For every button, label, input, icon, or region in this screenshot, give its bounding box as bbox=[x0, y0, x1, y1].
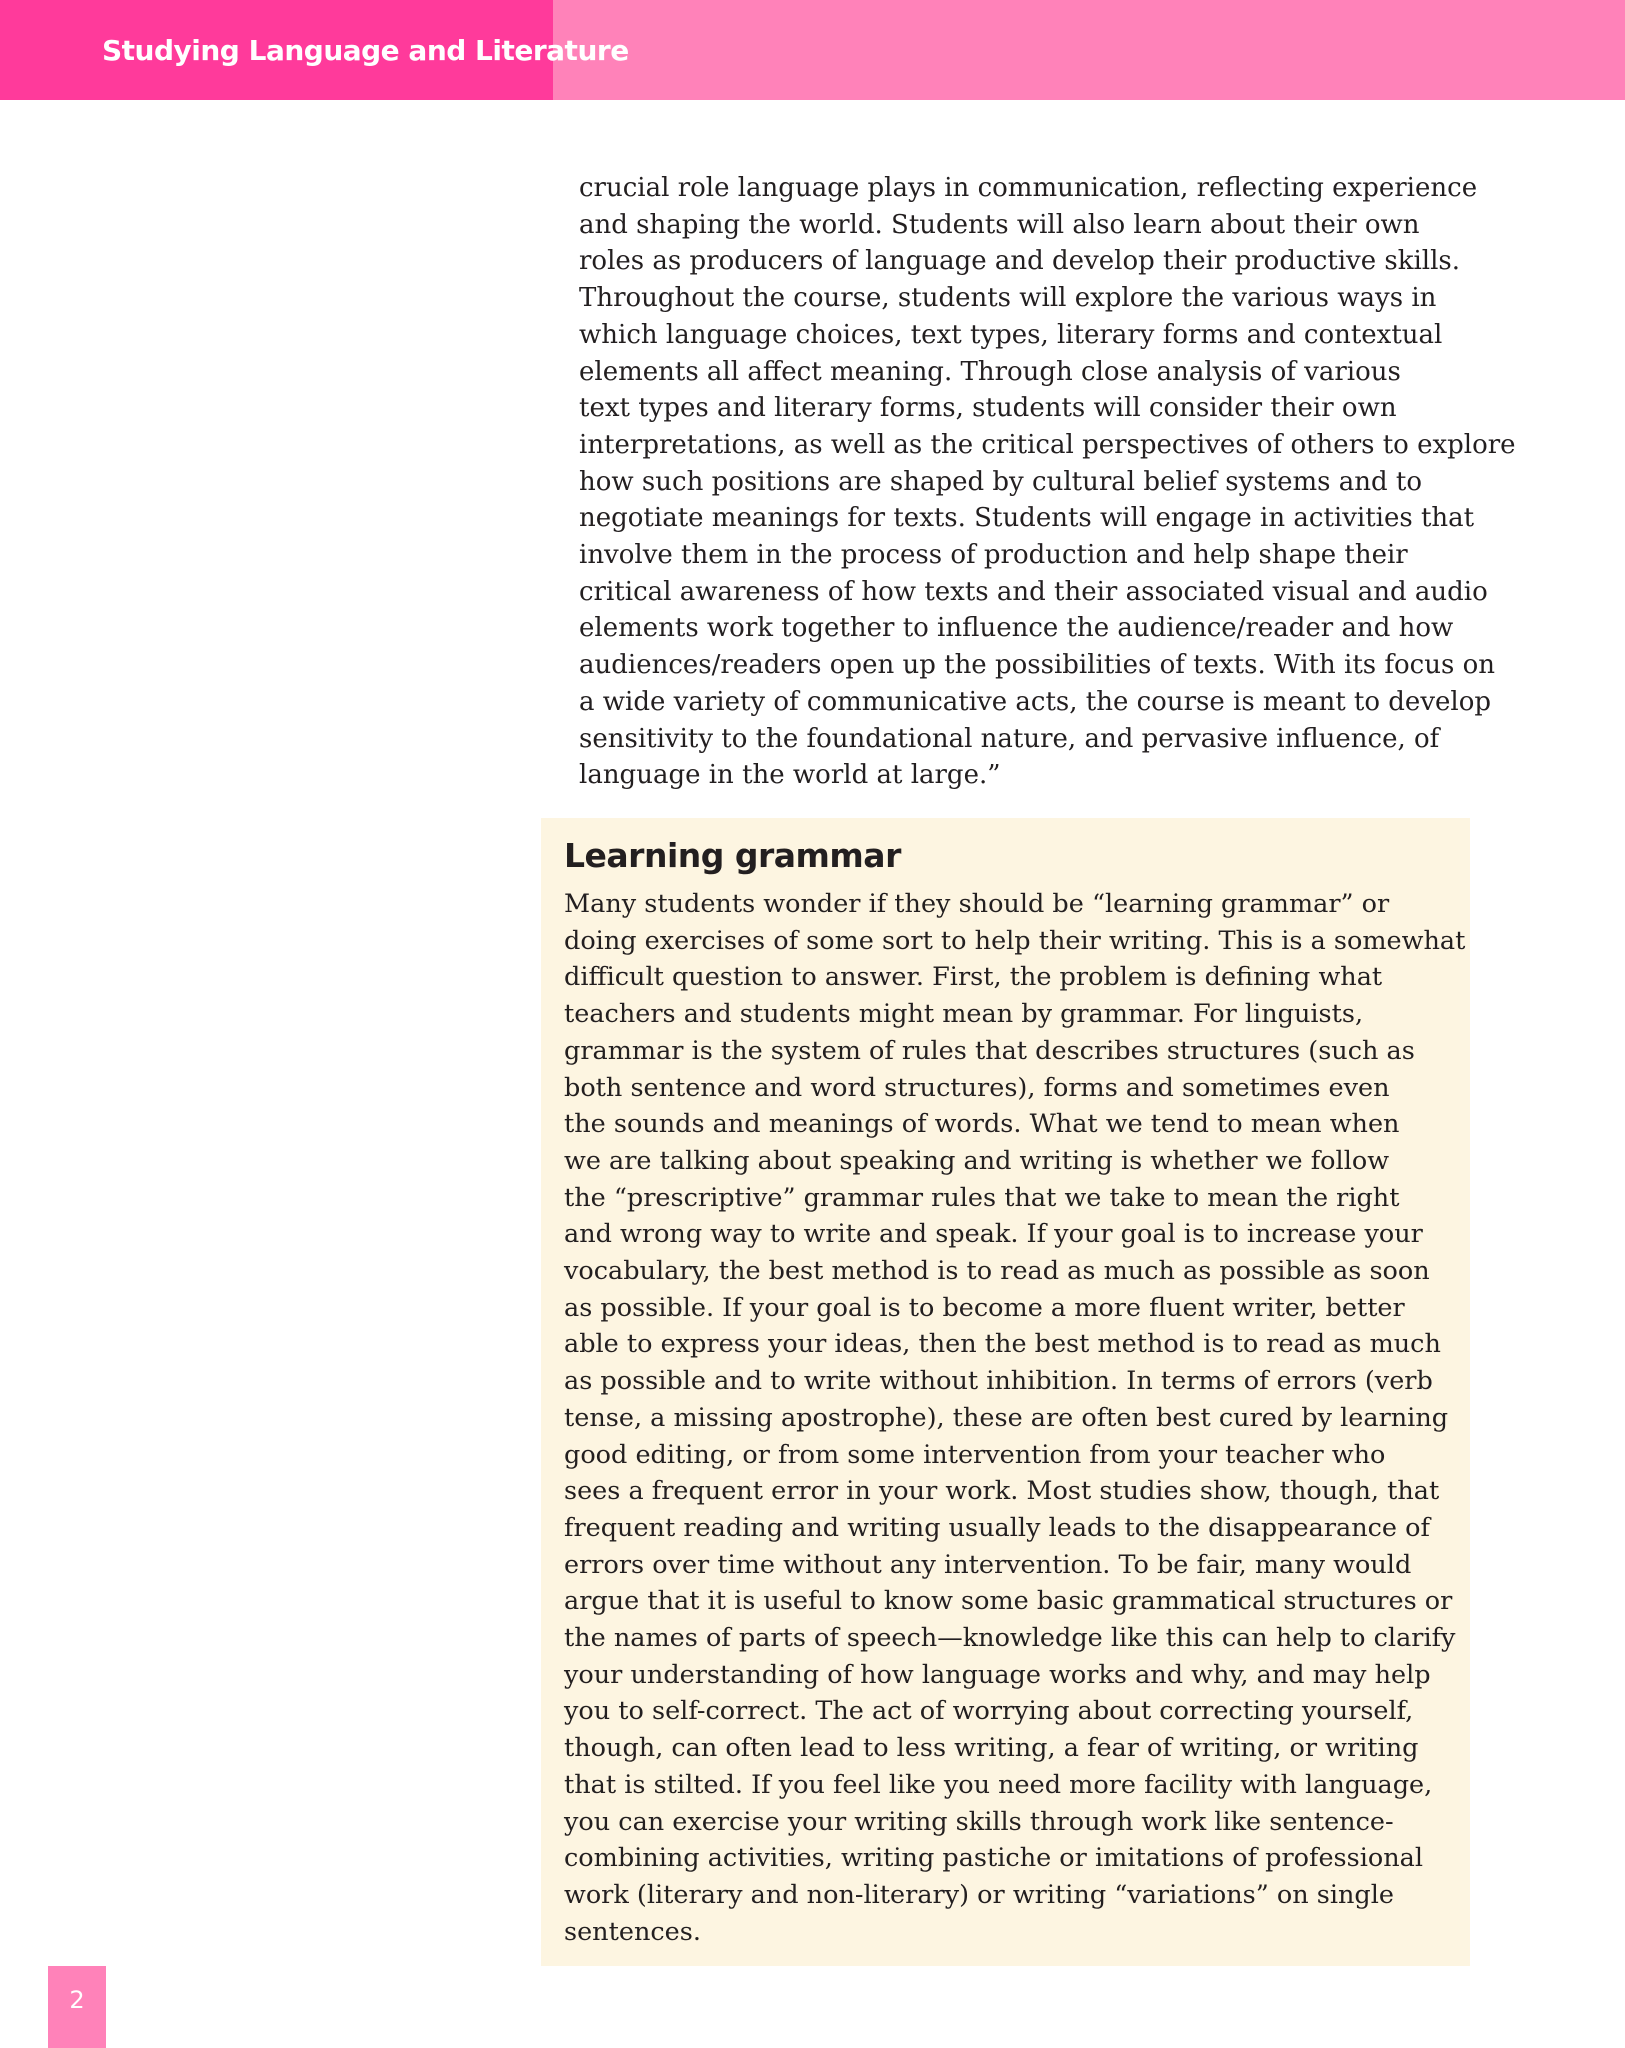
main-paragraph bbox=[579, 170, 1516, 794]
text-line: argue that it is useful to know some basic grammatical structures or bbox=[564, 1586, 1453, 1617]
text-line: as possible. If your goal is to become a more fluent writer, better bbox=[564, 1292, 1405, 1323]
text-line: able to express your ideas, then the best method is to read as much bbox=[564, 1329, 1441, 1360]
text-line: teachers and students might mean by grammar. For linguists, bbox=[564, 999, 1364, 1030]
text-line: language in the world at large.” bbox=[579, 760, 1001, 791]
text-line: sensitivity to the foundational nature, and pervasive influence, of bbox=[579, 723, 1440, 754]
sidebar-paragraph bbox=[564, 886, 1464, 1950]
text-line: frequent reading and writing usually leads to the disappearance of bbox=[564, 1512, 1430, 1543]
running-header-title: Studying Language and Literature bbox=[102, 34, 629, 67]
text-line: you to self-correct. The act of worrying about correcting yourself, bbox=[564, 1696, 1414, 1727]
text-line: sentences. bbox=[564, 1916, 701, 1947]
text-line: both sentence and word structures), forms and sometimes even bbox=[564, 1072, 1390, 1103]
text-line: text types and literary forms, students will consider their own bbox=[579, 393, 1397, 424]
text-line: tense, a missing apostrophe), these are often best cured by learning bbox=[564, 1402, 1449, 1433]
text-line: negotiate meanings for texts. Students will engage in activities that bbox=[579, 503, 1475, 534]
text-line: a wide variety of communicative acts, the course is meant to develop bbox=[579, 686, 1492, 717]
text-line: doing exercises of some sort to help their writing. This is a somewhat bbox=[564, 925, 1466, 956]
text-line: the names of parts of speech—knowledge like this can help to clarify bbox=[564, 1623, 1456, 1654]
text-line: Throughout the course, students will explore the various ways in bbox=[579, 283, 1437, 314]
text-line: combining activities, writing pastiche or imitations of professional bbox=[564, 1843, 1424, 1874]
text-line: errors over time without any intervention. To be fair, many would bbox=[564, 1549, 1412, 1580]
sidebar-title: Learning grammar bbox=[564, 836, 901, 875]
text-line: crucial role language plays in communication, reflecting experience bbox=[579, 173, 1478, 203]
text-line: your understanding of how language works and why, and may help bbox=[564, 1659, 1431, 1690]
text-line: the sounds and meanings of words. What we tend to mean when bbox=[564, 1109, 1400, 1140]
text-line: how such positions are shaped by cultural belief systems and to bbox=[579, 466, 1422, 497]
text-line: interpretations, as well as the critical perspectives of others to explore bbox=[579, 429, 1516, 460]
text-line: audiences/readers open up the possibilities of texts. With its focus on bbox=[579, 650, 1495, 681]
page-number: 2 bbox=[69, 1986, 85, 2014]
text-line: the “prescriptive” grammar rules that we take to mean the right bbox=[564, 1182, 1400, 1213]
text-line: that is stilted. If you feel like you need more facility with language, bbox=[564, 1769, 1433, 1800]
text-line: which language choices, text types, literary forms and contextual bbox=[579, 319, 1443, 350]
text-line: sees a frequent error in your work. Most studies show, though, that bbox=[564, 1476, 1440, 1507]
text-line: we are talking about speaking and writing is whether we follow bbox=[564, 1145, 1390, 1176]
text-line: and wrong way to write and speak. If your goal is to increase your bbox=[564, 1219, 1423, 1250]
header-title-tab bbox=[0, 0, 629, 100]
text-line: difficult question to answer. First, the problem is defining what bbox=[564, 962, 1383, 993]
text-line: critical awareness of how texts and their associated visual and audio bbox=[579, 576, 1488, 607]
page-number-tab bbox=[48, 1966, 106, 2048]
text-line: elements work together to influence the audience/reader and how bbox=[579, 613, 1454, 644]
text-line: and shaping the world. Students will also learn about their own bbox=[579, 209, 1420, 240]
text-line: vocabulary, the best method is to read as much as possible as soon bbox=[564, 1256, 1430, 1287]
text-line: as possible and to write without inhibition. In terms of errors (verb bbox=[564, 1366, 1433, 1397]
text-line: roles as producers of language and develop their productive skills. bbox=[579, 246, 1461, 277]
text-line: Many students wonder if they should be “learning grammar” or bbox=[564, 889, 1390, 919]
text-line: elements all affect meaning. Through close analysis of various bbox=[579, 356, 1401, 387]
text-line: you can exercise your writing skills through work like sentence- bbox=[564, 1806, 1394, 1837]
text-line: work (literary and non-literary) or writing “variations” on single bbox=[564, 1879, 1394, 1910]
text-line: involve them in the process of production and help shape their bbox=[579, 540, 1408, 571]
text-line: good editing, or from some intervention from your teacher who bbox=[564, 1439, 1386, 1470]
text-line: grammar is the system of rules that describes structures (such as bbox=[564, 1035, 1415, 1066]
text-line: though, can often lead to less writing, a fear of writing, or writing bbox=[564, 1733, 1419, 1764]
